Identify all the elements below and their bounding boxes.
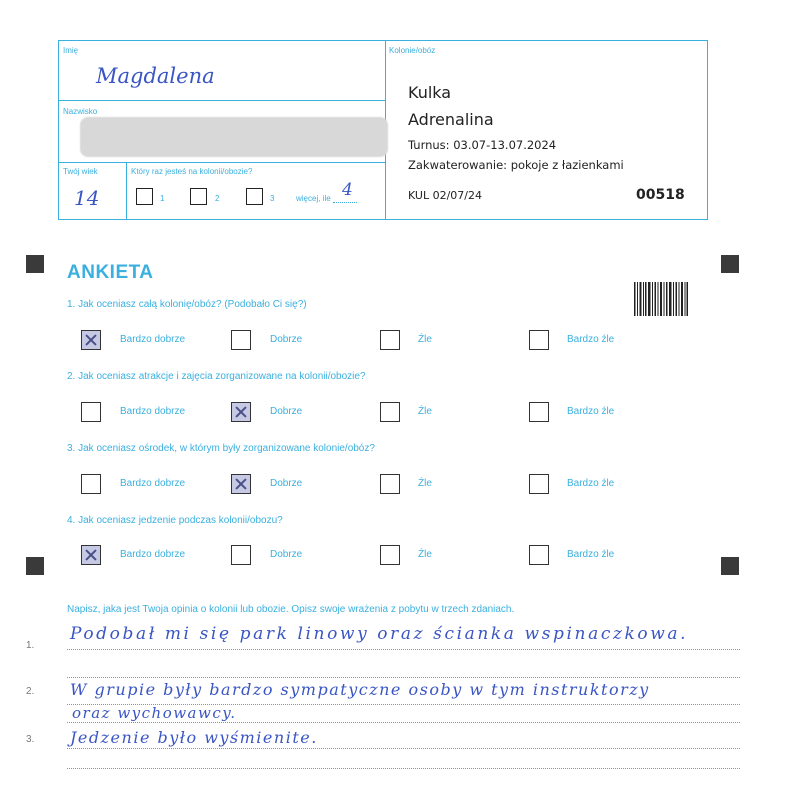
times-option-2: 2 (215, 194, 220, 203)
question-1-option-4-label: Bardzo źle (567, 334, 615, 345)
question-4-option-2-label: Dobrze (270, 549, 303, 560)
question-1-option-2-checkbox[interactable] (231, 330, 251, 350)
question-2-option-1-label: Bardzo dobrze (120, 406, 186, 417)
writing-line (67, 722, 740, 723)
times-option-1: 1 (160, 194, 165, 203)
question-4-option-4-label: Bardzo źle (567, 549, 615, 560)
question-1-option-1-label: Bardzo dobrze (120, 334, 186, 345)
question-2-option-1-checkbox[interactable] (81, 402, 101, 422)
question-4-option-3-checkbox[interactable] (380, 545, 400, 565)
divider (59, 162, 385, 163)
turnus-row (408, 138, 556, 152)
writing-line (67, 649, 740, 650)
opinion-prompt: Napisz, jaka jest Twoja opinia o kolonii lub obozie. Opisz swoje wrażenia z pobytu w trzech zdaniach. (67, 604, 515, 615)
times-checkbox-3[interactable] (246, 188, 263, 205)
times-more-value[interactable]: 4 (342, 180, 353, 200)
question-2-option-4-label: Bardzo źle (567, 406, 615, 417)
question-2-option-2-checkbox[interactable] (231, 402, 251, 422)
question-3: 3. Jak oceniasz ośrodek, w którym były zorganizowane kolonie/obóz? (67, 443, 375, 454)
question-4-option-3-label: Źle (418, 549, 432, 560)
question-3-option-3-checkbox[interactable] (380, 474, 400, 494)
barcode-icon (634, 282, 688, 316)
divider (59, 100, 385, 101)
writing-line (67, 677, 740, 678)
question-4-option-2-checkbox[interactable] (231, 545, 251, 565)
registration-marker (721, 255, 739, 273)
camp-name: Kulka (408, 83, 452, 102)
question-4-option-4-checkbox[interactable] (529, 545, 549, 565)
question-3-option-4-checkbox[interactable] (529, 474, 549, 494)
question-4-option-1-label: Bardzo dobrze (120, 549, 186, 560)
question-3-option-3-label: Źle (418, 478, 432, 489)
opinion-answer-3[interactable]: Jedzenie było wyśmienite. (70, 728, 318, 747)
question-1-option-2-label: Dobrze (270, 334, 303, 345)
question-2-option-3-label: Źle (418, 406, 432, 417)
question-3-option-1-label: Bardzo dobrze (120, 478, 186, 489)
question-2-option-4-checkbox[interactable] (529, 402, 549, 422)
times-more-label: więcej, ile (296, 194, 331, 203)
opinion-answer-2[interactable]: W grupie były bardzo sympatyczne osoby w tym instruktorzy (70, 680, 650, 699)
times-checkbox-1[interactable] (136, 188, 153, 205)
age-value[interactable]: 14 (74, 186, 100, 210)
camp-program: Adrenalina (408, 110, 494, 129)
question-4: 4. Jak oceniasz jedzenie podczas kolonii/obozu? (67, 515, 283, 526)
question-2-option-2-label: Dobrze (270, 406, 303, 417)
line-number-2: 2. (26, 686, 35, 697)
question-3-option-1-checkbox[interactable] (81, 474, 101, 494)
accommodation-value: pokoje z łazienkami (510, 158, 624, 172)
times-more-line (333, 202, 357, 203)
first-name-label: Imię (63, 46, 79, 55)
writing-line (67, 768, 740, 769)
registration-marker (26, 255, 44, 273)
times-checkbox-2[interactable] (190, 188, 207, 205)
first-name-value[interactable]: Magdalena (96, 64, 215, 88)
registration-marker (721, 557, 739, 575)
turnus-value: 03.07-13.07.2024 (453, 138, 557, 152)
form-number: 00518 (636, 187, 685, 203)
question-1-option-3-label: Źle (418, 334, 432, 345)
age-label: Twój wiek (63, 167, 98, 176)
writing-line (67, 748, 740, 749)
question-2: 2. Jak oceniasz atrakcje i zajęcia zorganizowane na kolonii/obozie? (67, 371, 366, 382)
surname-label: Nazwisko (63, 107, 98, 116)
surname-redaction (80, 117, 388, 157)
camp-code: KUL 02/07/24 (408, 189, 482, 202)
turnus-label: Turnus: (408, 138, 450, 152)
question-1-option-1-checkbox[interactable] (81, 330, 101, 350)
camp-label: Kolonie/obóz (389, 46, 436, 55)
question-4-option-1-checkbox[interactable] (81, 545, 101, 565)
question-3-option-2-checkbox[interactable] (231, 474, 251, 494)
opinion-answer-2b[interactable]: oraz wychowawcy. (72, 704, 237, 722)
line-number-3: 3. (26, 734, 35, 745)
question-1-option-4-checkbox[interactable] (529, 330, 549, 350)
accommodation-row (408, 158, 624, 172)
question-2-option-3-checkbox[interactable] (380, 402, 400, 422)
times-option-3: 3 (270, 194, 275, 203)
opinion-answer-1[interactable]: Podobał mi się park linowy oraz ścianka wspinaczkowa. (70, 624, 689, 644)
question-1: 1. Jak oceniasz całą kolonię/obóz? (Podobało Ci się?) (67, 299, 307, 310)
line-number-1: 1. (26, 640, 35, 651)
question-1-option-3-checkbox[interactable] (380, 330, 400, 350)
divider (126, 162, 127, 219)
question-3-option-2-label: Dobrze (270, 478, 303, 489)
registration-marker (26, 557, 44, 575)
accommodation-label: Zakwaterowanie: (408, 158, 508, 172)
survey-title: ANKIETA (67, 262, 154, 283)
question-3-option-4-label: Bardzo źle (567, 478, 615, 489)
times-label: Który raz jesteś na kolonii/obozie? (131, 167, 253, 176)
